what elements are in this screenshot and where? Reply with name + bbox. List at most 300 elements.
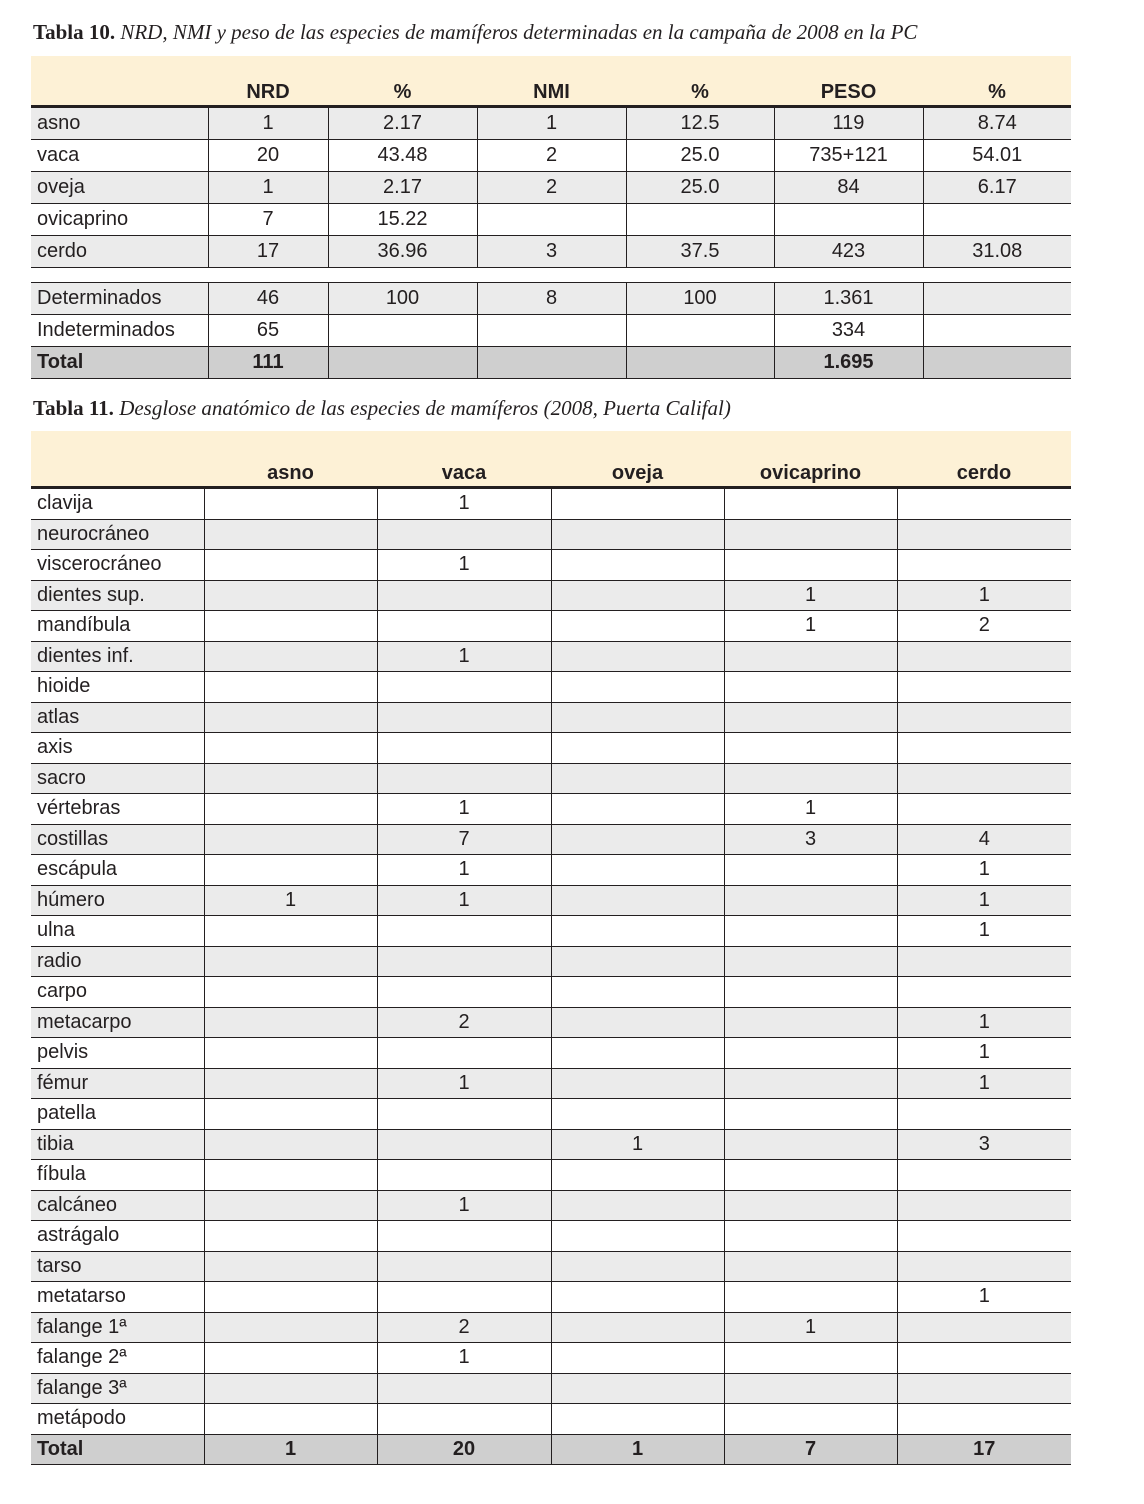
table-11-cell	[897, 977, 1071, 1008]
table-10-row	[31, 140, 1071, 172]
table-11-cell: 4	[897, 824, 1071, 855]
table-10-summary-row	[31, 315, 1071, 347]
table-11-total-cell: 1	[551, 1434, 724, 1465]
table-10-cell	[626, 204, 774, 236]
table-11-total-cell: 20	[377, 1434, 551, 1465]
table-11-cell	[551, 1312, 724, 1343]
table-11-header-cell: oveja	[551, 431, 724, 488]
table-11-cell: 3	[724, 824, 897, 855]
table-10-cell: 12.5	[626, 107, 774, 140]
table-11-row-label: metatarso	[31, 1282, 204, 1313]
table-11-row-label: falange 2ª	[31, 1343, 204, 1374]
table-11-row	[31, 1343, 1071, 1374]
table-11-row	[31, 550, 1071, 581]
table-10-cell: 7	[208, 204, 328, 236]
table-10-cell: 2.17	[328, 172, 477, 204]
table-10-cell: 37.5	[626, 236, 774, 268]
table-11-cell	[377, 1373, 551, 1404]
table-11-cell	[551, 763, 724, 794]
table-11-cell	[204, 855, 377, 886]
table-11-cell	[724, 916, 897, 947]
table-11-cell: 1	[897, 1038, 1071, 1069]
table-11-cell	[377, 1099, 551, 1130]
table-11-row-label: pelvis	[31, 1038, 204, 1069]
table-10-summary-cell	[923, 315, 1071, 347]
table-11-cell	[724, 1190, 897, 1221]
table-11-cell	[551, 1221, 724, 1252]
table-11-cell: 1	[377, 885, 551, 916]
table-11-cell	[204, 702, 377, 733]
table-11-cell	[897, 733, 1071, 764]
table-11-cell	[897, 763, 1071, 794]
table-11-cell	[377, 977, 551, 1008]
table-11-cell	[551, 1160, 724, 1191]
table-10-cell: 2.17	[328, 107, 477, 140]
table-11-cell: 1	[204, 885, 377, 916]
table-11-cell	[724, 1221, 897, 1252]
table-11-row-label: falange 3ª	[31, 1373, 204, 1404]
table-11-cell	[204, 763, 377, 794]
table-10-spacer	[31, 268, 1071, 283]
table-11-cell	[377, 1404, 551, 1435]
table-11-cell	[724, 1404, 897, 1435]
table-11-cell	[897, 1160, 1071, 1191]
table-11-cell	[897, 794, 1071, 825]
table-10-summary-row-label: Total	[31, 347, 208, 379]
table-11-cell	[551, 1038, 724, 1069]
table-11-cell: 1	[377, 641, 551, 672]
table-11-row-label: mandíbula	[31, 611, 204, 642]
table-11-cell: 1	[724, 1312, 897, 1343]
table-11-cell	[377, 580, 551, 611]
table-11-row-label: fémur	[31, 1068, 204, 1099]
table-11-row	[31, 885, 1071, 916]
table-11-cell	[724, 1129, 897, 1160]
table-10-cell: 3	[477, 236, 626, 268]
table-10-header-cell: NRD	[208, 56, 328, 107]
table-11-cell	[551, 1099, 724, 1130]
table-11-cell	[204, 1312, 377, 1343]
table-11-total-row-label: Total	[31, 1434, 204, 1465]
table-11-cell	[724, 1160, 897, 1191]
table-11-cell	[551, 1373, 724, 1404]
table-10-cell: 20	[208, 140, 328, 172]
table-11-cell	[551, 550, 724, 581]
table-11-cell	[204, 977, 377, 1008]
table-11-cell	[897, 641, 1071, 672]
table-11-row	[31, 1404, 1071, 1435]
table-11-cell	[724, 885, 897, 916]
table-11-cell	[897, 488, 1071, 520]
table-10-cell: 1	[477, 107, 626, 140]
table-11-row-label: clavija	[31, 488, 204, 520]
table-11-cell: 1	[724, 611, 897, 642]
table-11-row	[31, 855, 1071, 886]
table-11-header-cell	[31, 431, 204, 488]
table-11-cell	[204, 1160, 377, 1191]
table-11-row-label: carpo	[31, 977, 204, 1008]
table-11-row	[31, 763, 1071, 794]
table-11-cell	[377, 946, 551, 977]
table-11-cell	[204, 733, 377, 764]
table-11-cell: 1	[897, 580, 1071, 611]
table-11-cell: 1	[897, 1007, 1071, 1038]
table-11-cell	[724, 1099, 897, 1130]
table-10-summary-cell: 1.695	[774, 347, 923, 379]
table-11-cell	[551, 702, 724, 733]
table-11-cell: 1	[897, 916, 1071, 947]
table-11-row	[31, 611, 1071, 642]
table-11-cell	[204, 1129, 377, 1160]
table-11-row	[31, 1038, 1071, 1069]
table-11-row-label: tibia	[31, 1129, 204, 1160]
table-11-cell	[724, 519, 897, 550]
table-11-row	[31, 702, 1071, 733]
table-10-row-label: cerdo	[31, 236, 208, 268]
table-10-cell: 8.74	[923, 107, 1071, 140]
table-10-summary-row	[31, 283, 1071, 315]
table-11-cell	[897, 1251, 1071, 1282]
table-11-cell	[724, 702, 897, 733]
table-11-row-label: escápula	[31, 855, 204, 886]
table-11-row-label: metápodo	[31, 1404, 204, 1435]
table-10-header-cell: NMI	[477, 56, 626, 107]
table-11-cell	[551, 1282, 724, 1313]
table-11-total-cell: 7	[724, 1434, 897, 1465]
table-11-row	[31, 1068, 1071, 1099]
table-11-cell: 1	[377, 1190, 551, 1221]
table-11-cell	[377, 1282, 551, 1313]
table-11-cell	[377, 916, 551, 947]
table-11-caption	[33, 395, 731, 421]
table-10-cell: 735+121	[774, 140, 923, 172]
table-10-header-row	[31, 56, 1071, 107]
table-11-cell: 1	[897, 855, 1071, 886]
table-10-summary-cell: 65	[208, 315, 328, 347]
table-11-cell: 1	[897, 885, 1071, 916]
table-11-row	[31, 916, 1071, 947]
table-11-row-label: ulna	[31, 916, 204, 947]
table-11-cell	[724, 1251, 897, 1282]
table-11-cell	[204, 519, 377, 550]
table-10-row-label: asno	[31, 107, 208, 140]
table-11-cell	[724, 488, 897, 520]
table-10-header-cell: PESO	[774, 56, 923, 107]
table-10-summary-cell	[477, 315, 626, 347]
table-11-cell	[897, 702, 1071, 733]
table-11-cell	[551, 824, 724, 855]
table-11-row-label: dientes inf.	[31, 641, 204, 672]
table-11-cell	[897, 672, 1071, 703]
table-10-summary-cell	[477, 347, 626, 379]
table-11-cell	[204, 824, 377, 855]
table-11-header-cell: ovicaprino	[724, 431, 897, 488]
table-11-cell: 1	[377, 1343, 551, 1374]
table-10-cell: 25.0	[626, 172, 774, 204]
table-11-cell	[377, 611, 551, 642]
table-11-cell	[551, 1404, 724, 1435]
table-11-cell: 1	[897, 1068, 1071, 1099]
table-11-cell	[204, 641, 377, 672]
table-10	[31, 56, 1071, 379]
table-11-cell: 1	[377, 794, 551, 825]
table-11-cell	[204, 550, 377, 581]
table-11-row-label: costillas	[31, 824, 204, 855]
table-11-cell	[551, 1343, 724, 1374]
table-10-summary-cell	[328, 347, 477, 379]
table-11-cell	[897, 1404, 1071, 1435]
table-11-cell	[204, 1038, 377, 1069]
table-11-cell	[724, 855, 897, 886]
table-10-cell: 6.17	[923, 172, 1071, 204]
table-11-cell	[724, 1282, 897, 1313]
table-10-cell: 84	[774, 172, 923, 204]
table-10-summary-cell	[923, 347, 1071, 379]
table-10-summary-cell: 8	[477, 283, 626, 315]
table-10-cell: 17	[208, 236, 328, 268]
table-10-header-cell: %	[923, 56, 1071, 107]
table-11-cell: 1	[724, 794, 897, 825]
table-11-cell	[724, 1007, 897, 1038]
table-11-cell	[551, 519, 724, 550]
table-11-row-label: vértebras	[31, 794, 204, 825]
table-11-cell: 1	[377, 488, 551, 520]
table-11-cell	[377, 672, 551, 703]
table-11-cell: 2	[377, 1312, 551, 1343]
table-11-cell	[724, 1343, 897, 1374]
table-11-row-label: falange 1ª	[31, 1312, 204, 1343]
table-11	[31, 431, 1071, 1465]
table-11-total-row	[31, 1434, 1071, 1465]
table-11-cell	[377, 1251, 551, 1282]
table-11-cell	[204, 1190, 377, 1221]
table-11-cell	[551, 1251, 724, 1282]
table-11-row-label: sacro	[31, 763, 204, 794]
table-11-cell: 1	[897, 1282, 1071, 1313]
table-11-cell	[551, 885, 724, 916]
table-11-cell	[551, 672, 724, 703]
table-10-row	[31, 236, 1071, 268]
table-11-row	[31, 1312, 1071, 1343]
table-11-cell	[724, 1038, 897, 1069]
table-10-cell: 15.22	[328, 204, 477, 236]
table-11-cell	[204, 916, 377, 947]
table-11-header-cell: vaca	[377, 431, 551, 488]
table-11-cell	[551, 977, 724, 1008]
table-10-cell: 43.48	[328, 140, 477, 172]
table-10-row	[31, 204, 1071, 236]
table-11-cell	[204, 1099, 377, 1130]
table-10-cell: 423	[774, 236, 923, 268]
table-11-row	[31, 641, 1071, 672]
table-10-summary-cell: 46	[208, 283, 328, 315]
table-11-header-cell: cerdo	[897, 431, 1071, 488]
table-11-cell	[724, 763, 897, 794]
table-11-cell	[724, 977, 897, 1008]
table-11-cell	[551, 1190, 724, 1221]
table-11-row	[31, 1373, 1071, 1404]
table-11-cell	[724, 733, 897, 764]
table-11-row	[31, 1007, 1071, 1038]
table-11-cell: 7	[377, 824, 551, 855]
table-11-row	[31, 1251, 1071, 1282]
table-11-cell	[724, 672, 897, 703]
table-10-summary-cell	[626, 347, 774, 379]
table-11-cell	[551, 488, 724, 520]
table-11-row	[31, 672, 1071, 703]
table-11-cell	[897, 1190, 1071, 1221]
table-11-cell	[551, 611, 724, 642]
table-11-row-label: hioide	[31, 672, 204, 703]
table-10-cell: 1	[208, 172, 328, 204]
table-11-cell	[897, 519, 1071, 550]
table-11-cell	[551, 946, 724, 977]
table-11-row-label: neurocráneo	[31, 519, 204, 550]
table-11-cell	[377, 702, 551, 733]
table-11-cell	[551, 733, 724, 764]
table-11-row	[31, 1160, 1071, 1191]
table-11-cell	[204, 488, 377, 520]
table-11-cell	[377, 733, 551, 764]
table-11-cell	[377, 1221, 551, 1252]
table-11-cell	[204, 611, 377, 642]
table-11-row	[31, 946, 1071, 977]
table-11-row-label: axis	[31, 733, 204, 764]
table-11-cell	[724, 1373, 897, 1404]
table-10-caption-text: NRD, NMI y peso de las especies de mamíferos determinadas en la campaña de 2008 en la PC	[120, 20, 918, 44]
table-10-cell: 25.0	[626, 140, 774, 172]
table-11-row-label: fíbula	[31, 1160, 204, 1191]
table-11-cell: 1	[377, 855, 551, 886]
table-11-row-label: astrágalo	[31, 1221, 204, 1252]
table-10-row-label: oveja	[31, 172, 208, 204]
table-11-cell: 3	[897, 1129, 1071, 1160]
table-11-cell	[204, 1373, 377, 1404]
table-11-cell	[377, 1160, 551, 1191]
table-11-row	[31, 1099, 1071, 1130]
table-11-cell	[897, 1099, 1071, 1130]
table-11-caption-text: Desglose anatómico de las especies de mamíferos (2008, Puerta Califal)	[119, 396, 731, 420]
table-11-cell	[204, 672, 377, 703]
table-11-cell	[204, 946, 377, 977]
table-11-cell: 2	[377, 1007, 551, 1038]
table-11-cell	[204, 1068, 377, 1099]
table-11-cell	[551, 855, 724, 886]
table-11-caption-label: Tabla 11.	[33, 396, 114, 420]
table-11-row-label: viscerocráneo	[31, 550, 204, 581]
table-10-summary-row-label: Determinados	[31, 283, 208, 315]
table-11-cell	[897, 1343, 1071, 1374]
table-10-cell	[774, 204, 923, 236]
table-10-spacer-row	[31, 268, 1071, 283]
table-10-cell: 119	[774, 107, 923, 140]
table-11-cell	[204, 1007, 377, 1038]
table-11-row	[31, 488, 1071, 520]
table-11-header-cell: asno	[204, 431, 377, 488]
table-10-cell: 54.01	[923, 140, 1071, 172]
table-10-caption-label: Tabla 10.	[33, 20, 116, 44]
table-11-cell	[897, 550, 1071, 581]
table-11-row	[31, 977, 1071, 1008]
table-10-cell	[923, 204, 1071, 236]
table-10-cell	[477, 204, 626, 236]
table-10-summary-row-label: Indeterminados	[31, 315, 208, 347]
table-11-cell: 1	[377, 1068, 551, 1099]
table-11-row-label: metacarpo	[31, 1007, 204, 1038]
table-11-row	[31, 1129, 1071, 1160]
table-10-cell: 2	[477, 172, 626, 204]
table-11-cell	[724, 1068, 897, 1099]
table-11-cell	[551, 916, 724, 947]
table-11-cell	[377, 1129, 551, 1160]
table-11-cell	[897, 1373, 1071, 1404]
table-10-summary-cell	[923, 283, 1071, 315]
table-11-cell: 2	[897, 611, 1071, 642]
table-11-cell	[204, 1282, 377, 1313]
table-11-row-label: patella	[31, 1099, 204, 1130]
table-11-cell	[377, 1038, 551, 1069]
table-11-cell	[204, 1343, 377, 1374]
table-10-row-label: ovicaprino	[31, 204, 208, 236]
table-11-cell	[724, 641, 897, 672]
table-10-header-cell: %	[626, 56, 774, 107]
table-11-cell	[551, 641, 724, 672]
table-10-summary-cell: 111	[208, 347, 328, 379]
table-11-cell: 1	[724, 580, 897, 611]
table-10-summary-cell: 100	[328, 283, 477, 315]
table-11-row-label: radio	[31, 946, 204, 977]
table-11-cell	[551, 1007, 724, 1038]
table-11-cell: 1	[377, 550, 551, 581]
table-11-row	[31, 733, 1071, 764]
table-10-summary-cell: 1.361	[774, 283, 923, 315]
table-11-header-row	[31, 431, 1071, 488]
table-11-row	[31, 1221, 1071, 1252]
table-11-row	[31, 580, 1071, 611]
table-10-row-label: vaca	[31, 140, 208, 172]
table-11-cell	[551, 580, 724, 611]
table-10-summary-row	[31, 347, 1071, 379]
table-10-cell: 1	[208, 107, 328, 140]
table-11-cell	[897, 1312, 1071, 1343]
table-10-cell: 36.96	[328, 236, 477, 268]
table-10-summary-cell: 100	[626, 283, 774, 315]
table-11-cell	[724, 946, 897, 977]
table-10-summary-cell	[328, 315, 477, 347]
table-10-cell: 2	[477, 140, 626, 172]
table-11-cell	[897, 946, 1071, 977]
table-11-row-label: atlas	[31, 702, 204, 733]
table-11-cell	[204, 1404, 377, 1435]
table-10-summary-cell	[626, 315, 774, 347]
table-11-row	[31, 1190, 1071, 1221]
table-11-row	[31, 519, 1071, 550]
table-10-row	[31, 172, 1071, 204]
table-11-cell	[897, 1221, 1071, 1252]
table-11-total-cell: 17	[897, 1434, 1071, 1465]
table-11-row	[31, 794, 1071, 825]
table-11-cell	[204, 1221, 377, 1252]
table-10-cell: 31.08	[923, 236, 1071, 268]
table-11-cell	[204, 794, 377, 825]
table-11-cell	[724, 550, 897, 581]
table-11-row-label: dientes sup.	[31, 580, 204, 611]
table-11-cell	[204, 580, 377, 611]
table-11-row	[31, 824, 1071, 855]
table-11-cell	[377, 519, 551, 550]
table-11-row-label: húmero	[31, 885, 204, 916]
table-10-header-cell	[31, 56, 208, 107]
